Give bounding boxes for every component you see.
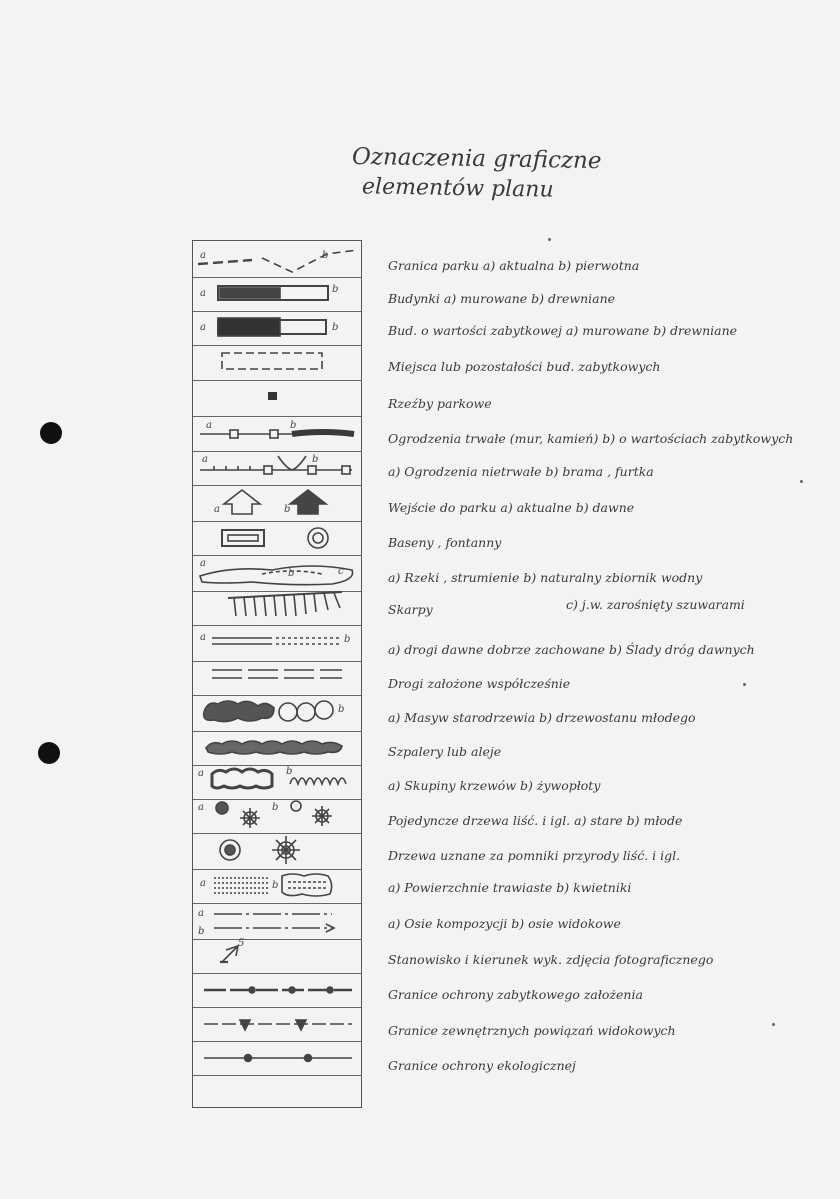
pool-fountain-symbol — [222, 528, 328, 548]
escarpment-symbol — [228, 592, 342, 616]
lawn-flowerbed-symbol — [200, 874, 332, 896]
legend-desc-monument-trees: Drzewa uznane za pomniki przyrody liść. i igl. — [388, 848, 681, 863]
legend-desc-temporary-fences: a) Ogrodzenia nietrwałe b) brama , furtka — [388, 464, 654, 479]
symbol-label-b: b — [288, 568, 295, 579]
symbol-label-b: b — [272, 802, 279, 813]
symbol-label-b: b — [332, 284, 339, 295]
alley-symbol — [206, 741, 342, 754]
symbol-label-b: b — [338, 704, 345, 715]
legend-desc-escarpments: Skarpy — [388, 602, 433, 617]
legend-desc-park-entrance: Wejście do parku a) aktualne b) dawne — [388, 500, 635, 515]
legend-desc-pools: Baseny , fontanny — [388, 535, 502, 550]
tree-stand-symbol — [204, 701, 345, 722]
shrubs-hedges-symbol — [198, 766, 346, 788]
symbol-label-a: a — [198, 768, 204, 779]
permanent-fence-symbol — [200, 420, 354, 438]
legend-desc-rivers: a) Rzeki , strumienie b) naturalny zbiornik wodny — [388, 570, 703, 585]
legend-desc-lawns: a) Powierzchnie trawiaste b) kwietniki — [388, 880, 632, 895]
symbol-label-a: a — [198, 802, 204, 813]
symbol-label-b: b — [286, 766, 293, 777]
paper-speck — [548, 238, 551, 241]
symbol-label-b: b — [344, 634, 351, 645]
legend-desc-modern-roads: Drogi założone współcześnie — [388, 676, 571, 691]
symbol-label-a: a — [198, 908, 204, 919]
legend-symbols — [192, 240, 362, 1108]
legend-desc-reeds-note: c) j.w. zarośnięty szuwarami — [566, 597, 745, 612]
paper-speck — [800, 480, 803, 483]
symbol-label-b: b — [198, 926, 205, 937]
legend-desc-tree-stands: a) Masyw starodrzewia b) drzewostanu młodego — [388, 710, 696, 725]
legend-desc-buildings: Budynki a) murowane b) drewniane — [388, 291, 616, 306]
symbol-label-a: a — [214, 504, 220, 515]
legend-desc-old-roads: a) drogi dawne dobrze zachowane b) Ślady dróg dawnych — [388, 642, 755, 657]
symbol-label-a: a — [200, 878, 206, 889]
park-border-symbol — [198, 250, 357, 272]
legend-desc-view-relations: Granice zewnętrznych powiązań widokowych — [388, 1023, 676, 1038]
legend-desc-historic-buildings: Bud. o wartości zabytkowej a) murowane b) drewniane — [388, 323, 738, 338]
binder-hole-top — [40, 422, 62, 444]
symbol-label-b: b — [312, 454, 319, 465]
paper-speck — [743, 683, 746, 686]
ecological-border-symbol — [204, 1055, 352, 1062]
temporary-fence-gate-symbol — [200, 454, 352, 474]
legend-desc-sculptures: Rzeźby parkowe — [388, 396, 492, 411]
legend-desc-historic-protection: Granice ochrony zabytkowego założenia — [388, 987, 643, 1002]
historic-remains-symbol — [222, 353, 322, 369]
symbol-label-b: b — [290, 420, 297, 431]
axes-symbol — [198, 908, 334, 937]
symbol-label-a: a — [200, 558, 206, 569]
legend-desc-park-border: Granica parku a) aktualna b) pierwotna — [388, 258, 640, 273]
old-roads-symbol — [200, 632, 350, 645]
symbol-label-a: a — [200, 322, 206, 333]
symbol-label-a: a — [200, 632, 206, 643]
paper-speck — [772, 1023, 775, 1026]
modern-roads-symbol — [212, 670, 342, 678]
legend-desc-historic-remains: Miejsca lub pozostałości bud. zabytkowych — [388, 359, 661, 374]
legend-desc-single-trees: Pojedyncze drzewa liść. i igl. a) stare b) młode — [388, 813, 683, 828]
legend-desc-alleys: Szpalery lub aleje — [388, 744, 502, 759]
symbol-label-a: a — [200, 250, 206, 261]
legend-desc-shrubs: a) Skupiny krzewów b) żywopłoty — [388, 778, 601, 793]
river-water-symbol — [200, 558, 353, 585]
sculpture-symbol — [268, 392, 277, 400]
symbol-label-a: a — [206, 420, 212, 431]
monument-trees-symbol — [220, 836, 300, 864]
symbol-label-c: c — [338, 566, 344, 577]
legend-desc-ecological-protection: Granice ochrony ekologicznej — [388, 1058, 576, 1073]
binder-hole-bottom — [38, 742, 60, 764]
symbol-label-b: b — [284, 504, 291, 515]
symbol-label-b: b — [322, 250, 329, 261]
symbol-label-b: b — [332, 322, 339, 333]
symbol-label-a: a — [202, 454, 208, 465]
legend-desc-permanent-fences: Ogrodzenia trwałe (mur, kamień) b) o wartościach zabytkowych — [388, 431, 794, 446]
symbol-label-a: a — [200, 288, 206, 299]
legend-desc-axes: a) Osie kompozycji b) osie widokowe — [388, 916, 621, 931]
photo-point-symbol — [220, 938, 244, 962]
buildings-symbol — [200, 284, 338, 300]
historic-protection-border-symbol — [204, 987, 352, 993]
historic-buildings-symbol — [200, 318, 338, 336]
view-relation-border-symbol — [204, 1020, 352, 1030]
document-title-line2: elementów planu — [361, 174, 554, 203]
single-trees-symbol — [198, 801, 332, 828]
park-entrance-symbol — [214, 490, 326, 515]
symbol-label-five: 5 — [238, 938, 245, 949]
document-title-line1: Oznaczenia graficzne — [351, 143, 602, 175]
symbol-label-b: b — [272, 880, 279, 891]
legend-desc-photo-point: Stanowisko i kierunek wyk. zdjęcia fotograficznego — [388, 952, 714, 967]
